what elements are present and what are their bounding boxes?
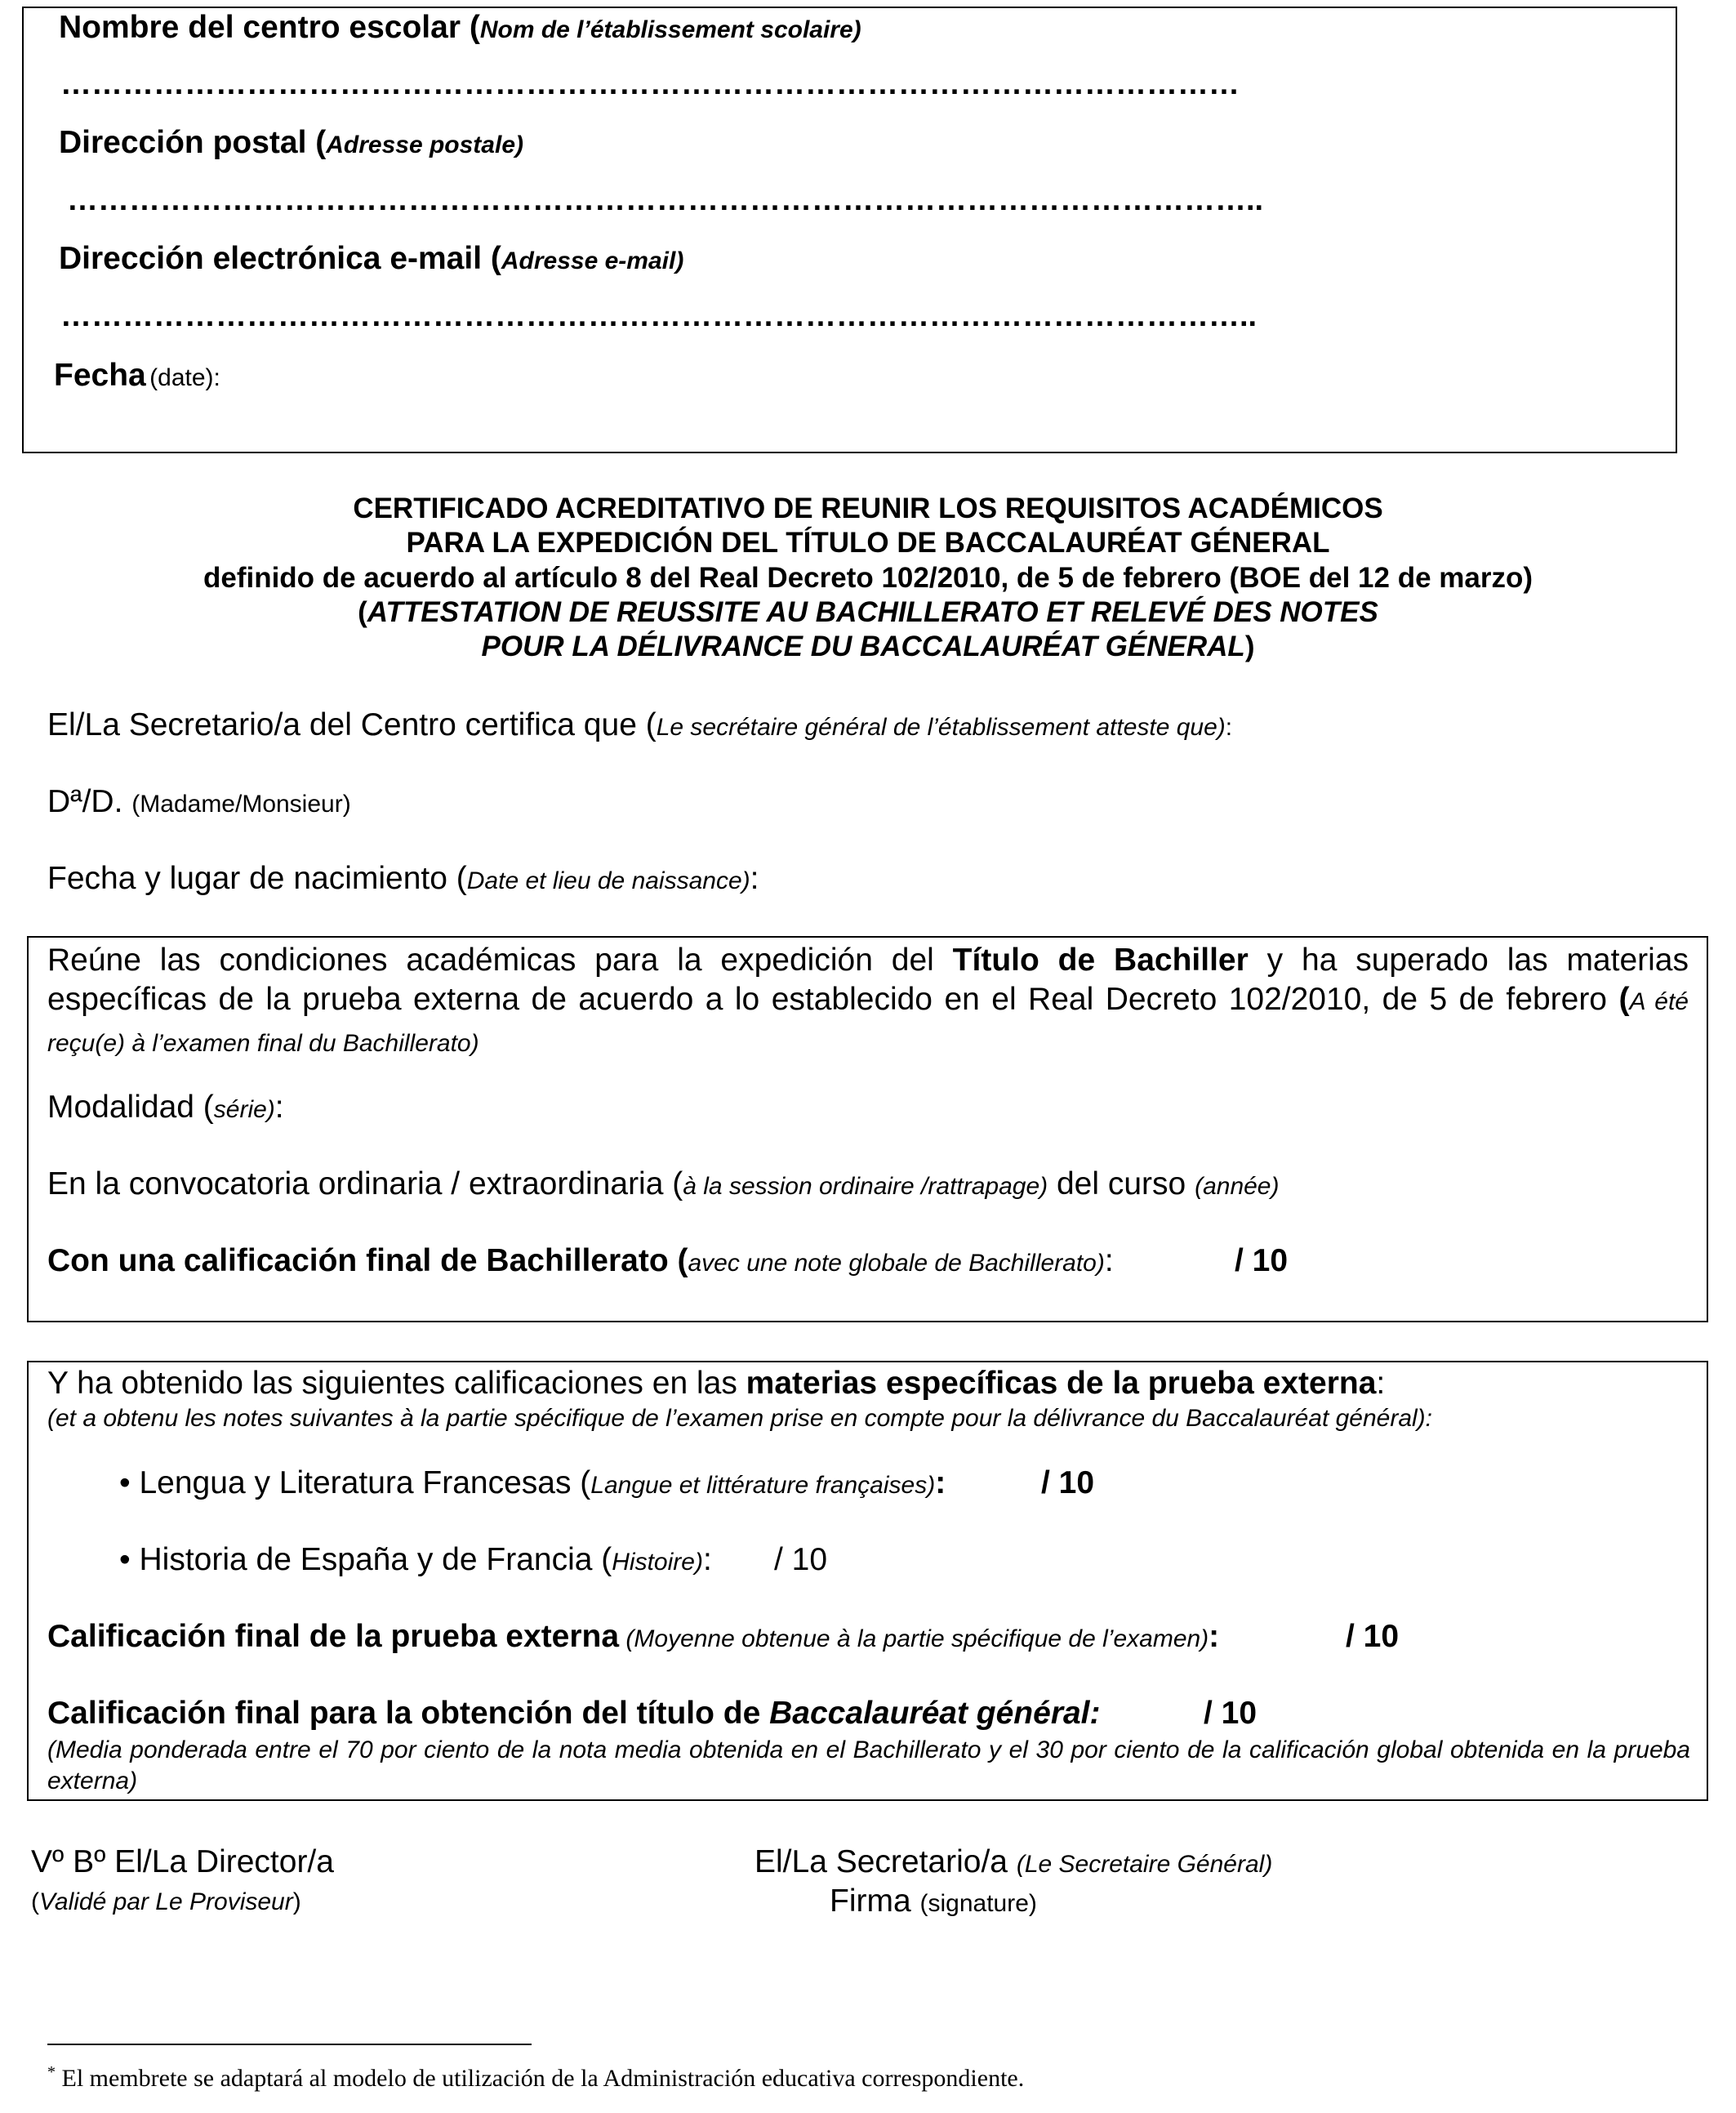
footnote-separator (47, 2044, 532, 2045)
bachillerato-grade-value: / 10 (1235, 1243, 1289, 1278)
external-exam-intro: Y ha obtenido las siguientes calificaciones en las materias específicas de la prueba externa: (47, 1366, 1386, 1401)
school-name-field[interactable]: …………………………………………………………………………………………………… (60, 67, 1240, 101)
session-label: En la convocatoria ordinaria / extraordinaria (à la session ordinaire /rattrapage) del curso (année) (47, 1166, 1280, 1201)
director-label: Vº Bº El/La Director/a (31, 1844, 334, 1879)
email-field[interactable]: …………………………………………………………………………………………………….. (60, 299, 1257, 333)
certificate-title-line-5: POUR LA DÉLIVRANCE DU BACCALAURÉAT GÉNERAL) (481, 631, 1255, 662)
person-name-label: Dª/D. (Madame/Monsieur) (47, 784, 351, 819)
conditions-paragraph: Reúne las condiciones académicas para la expedición del Título de Bachiller y ha superado las materias específicas de la prueba externa de acuerdo a lo establecido en el Real Decreto 102/2010, de 5 de febrero (A été reçu(e) à l’examen final du Bachillerato) (47, 943, 1689, 1057)
subject-history: • Historia de España y de Francia (Histoire): (119, 1542, 712, 1577)
modality-label: Modalidad (série): (47, 1090, 284, 1125)
external-exam-intro-fr: (et a obtenu les notes suivantes à la partie spécifique de l’examen prise en compte pour la délivrance du Baccalauréat général): (47, 1405, 1433, 1432)
bachillerato-final-grade: Con una calificación final de Bachillerato (avec une note globale de Bachillerato): (47, 1243, 1114, 1278)
signature-label: Firma (signature) (830, 1883, 1037, 1919)
subject-french-literature: • Lengua y Literatura Francesas (Langue et littérature françaises): (119, 1465, 946, 1500)
certificate-title-line-3: definido de acuerdo al artículo 8 del Real Decreto 102/2010, de 5 de febrero (BOE del 12 de marzo) (203, 562, 1533, 594)
postal-address-field[interactable]: …………………………………………………………………………………………………….. (67, 183, 1264, 217)
secretary-signature-label: El/La Secretario/a (Le Secretaire Général) (754, 1844, 1273, 1879)
subject-french-literature-value: / 10 (1041, 1465, 1095, 1500)
email-label: Dirección electrónica e-mail (Adresse e-mail) (59, 241, 684, 276)
weighted-average-note: (Media ponderada entre el 70 por ciento de la nota media obtenida en el Bachillerato y el 30 por ciento de la calificación global obtenida en la prueba externa) (47, 1736, 1690, 1794)
baccalaureat-final-grade-value: / 10 (1204, 1696, 1257, 1731)
footnote-mark: * (47, 2063, 56, 2081)
date-label: Fecha (date): (54, 358, 220, 393)
baccalaureat-final-grade: Calificación final para la obtención del título de Baccalauréat général: (47, 1696, 1101, 1731)
certificate-title-line-1: CERTIFICADO ACREDITATIVO DE REUNIR LOS REQUISITOS ACADÉMICOS (353, 493, 1383, 524)
postal-address-label: Dirección postal (Adresse postale) (59, 125, 523, 160)
subject-history-value: / 10 (774, 1542, 828, 1577)
director-label-fr: (Validé par Le Proviseur) (31, 1888, 301, 1915)
external-exam-final-grade: Calificación final de la prueba externa (Moyenne obtenue à la partie spécifique de l’examen): (47, 1619, 1220, 1654)
external-exam-final-grade-value: / 10 (1346, 1619, 1400, 1654)
certificate-title-line-4: (ATTESTATION DE REUSSITE AU BACHILLERATO ET RELEVÉ DES NOTES (358, 596, 1378, 628)
birth-date-place-label: Fecha y lugar de nacimiento (Date et lieu de naissance): (47, 861, 759, 896)
certificate-title-line-2: PARA LA EXPEDICIÓN DEL TÍTULO DE BACCALAURÉAT GÉNERAL (406, 527, 1330, 559)
secretary-certifies: El/La Secretario/a del Centro certifica que (Le secrétaire général de l’établissement atteste que): (47, 707, 1233, 742)
school-name-label: Nombre del centro escolar (Nom de l’établissement scolaire) (59, 10, 861, 45)
footnote: * El membrete se adaptará al modelo de utilización de la Administración educativa correspondiente. (47, 2063, 1025, 2092)
